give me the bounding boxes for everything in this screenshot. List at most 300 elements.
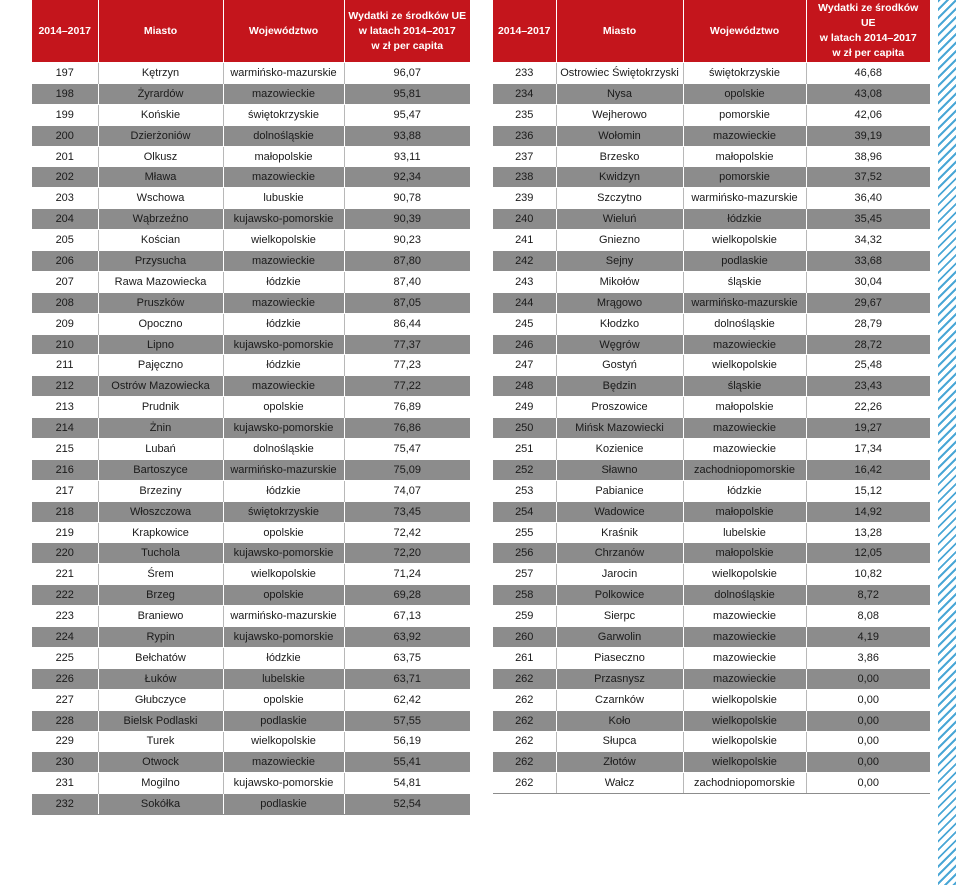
rank-cell: 262 [493, 731, 556, 752]
spending-cell: 19,27 [806, 418, 930, 439]
spending-cell: 37,52 [806, 167, 930, 188]
table-row [32, 794, 470, 815]
city-cell: Przysucha [98, 251, 223, 272]
spending-cell: 87,40 [344, 271, 470, 292]
voivodeship-cell: dolnośląskie [683, 313, 806, 334]
voivodeship-cell: małopolskie [683, 146, 806, 167]
spending-cell: 90,23 [344, 230, 470, 251]
city-cell: Łuków [98, 668, 223, 689]
rank-cell: 234 [493, 83, 556, 104]
spending-cell: 16,42 [806, 459, 930, 480]
spending-cell: 95,47 [344, 104, 470, 125]
rank-cell: 242 [493, 251, 556, 272]
rank-cell: 250 [493, 418, 556, 439]
voivodeship-cell: mazowieckie [223, 376, 344, 397]
voivodeship-cell: małopolskie [683, 543, 806, 564]
city-cell: Kwidzyn [556, 167, 683, 188]
table-row [493, 104, 930, 125]
table-row [32, 334, 470, 355]
spending-cell: 77,37 [344, 334, 470, 355]
voivodeship-cell: wielkopolskie [223, 564, 344, 585]
voivodeship-cell: opolskie [223, 522, 344, 543]
rank-cell: 221 [32, 564, 98, 585]
rank-cell: 218 [32, 501, 98, 522]
city-cell: Bielsk Podlaski [98, 710, 223, 731]
city-cell: Brzeziny [98, 480, 223, 501]
table-row [493, 459, 930, 480]
spending-cell: 8,72 [806, 585, 930, 606]
voivodeship-cell: podlaskie [223, 710, 344, 731]
spending-cell: 25,48 [806, 355, 930, 376]
table-row [493, 585, 930, 606]
table-row [493, 251, 930, 272]
voivodeship-cell: wielkopolskie [683, 355, 806, 376]
table-row [493, 292, 930, 313]
city-cell: Mława [98, 167, 223, 188]
spending-cell: 13,28 [806, 522, 930, 543]
rank-cell: 262 [493, 752, 556, 773]
rank-cell: 238 [493, 167, 556, 188]
table-row [493, 167, 930, 188]
table-row [493, 564, 930, 585]
rank-cell: 244 [493, 292, 556, 313]
voivodeship-cell: dolnośląskie [223, 125, 344, 146]
voivodeship-cell: mazowieckie [223, 292, 344, 313]
voivodeship-cell: kujawsko-pomorskie [223, 543, 344, 564]
city-cell: Przasnysz [556, 668, 683, 689]
voivodeship-cell: podlaskie [683, 251, 806, 272]
table-row [493, 773, 930, 794]
table-row [493, 710, 930, 731]
spending-cell: 0,00 [806, 752, 930, 773]
spending-cell: 39,19 [806, 125, 930, 146]
city-cell: Sierpc [556, 606, 683, 627]
city-cell: Rawa Mazowiecka [98, 271, 223, 292]
spending-cell: 30,04 [806, 271, 930, 292]
spending-cell: 29,67 [806, 292, 930, 313]
rank-cell: 216 [32, 459, 98, 480]
voivodeship-cell: opolskie [223, 397, 344, 418]
voivodeship-cell: opolskie [683, 83, 806, 104]
spending-cell: 46,68 [806, 63, 930, 84]
rank-cell: 236 [493, 125, 556, 146]
rank-cell: 260 [493, 627, 556, 648]
spending-header-line2: w latach 2014–2017 [358, 24, 456, 37]
rank-cell: 252 [493, 459, 556, 480]
voivodeship-cell: mazowieckie [683, 606, 806, 627]
table-row [493, 752, 930, 773]
table-row [32, 647, 470, 668]
spending-cell: 43,08 [806, 83, 930, 104]
spending-cell: 57,55 [344, 710, 470, 731]
voivodeship-cell: warmińsko-mazurskie [683, 188, 806, 209]
spending-cell: 87,80 [344, 251, 470, 272]
city-cell: Rypin [98, 627, 223, 648]
decorative-hatch-stripe [938, 0, 956, 885]
city-cell: Mikołów [556, 271, 683, 292]
table-row [493, 418, 930, 439]
spending-header-line3: w zł per capita [832, 47, 905, 59]
city-cell: Chrzanów [556, 543, 683, 564]
spending-cell: 33,68 [806, 251, 930, 272]
rank-cell: 203 [32, 188, 98, 209]
table-row [493, 397, 930, 418]
spending-cell: 0,00 [806, 668, 930, 689]
spending-cell: 92,34 [344, 167, 470, 188]
city-cell: Otwock [98, 752, 223, 773]
table-row [32, 63, 470, 84]
table-header-row [32, 0, 470, 63]
rank-cell: 198 [32, 83, 98, 104]
table-row [32, 564, 470, 585]
spending-cell: 73,45 [344, 501, 470, 522]
spending-cell: 67,13 [344, 606, 470, 627]
rank-cell: 199 [32, 104, 98, 125]
table-row [32, 167, 470, 188]
ranking-table-right [493, 0, 930, 794]
spending-cell: 10,82 [806, 564, 930, 585]
city-cell: Sławno [556, 459, 683, 480]
table-row [493, 313, 930, 334]
table-row [493, 501, 930, 522]
table-row [32, 585, 470, 606]
rank-cell: 261 [493, 647, 556, 668]
spending-cell: 22,26 [806, 397, 930, 418]
voivodeship-cell: mazowieckie [683, 334, 806, 355]
city-cell: Koło [556, 710, 683, 731]
rank-cell: 248 [493, 376, 556, 397]
city-cell: Lipno [98, 334, 223, 355]
table-row [493, 522, 930, 543]
voivodeship-cell: śląskie [683, 271, 806, 292]
table-row [32, 710, 470, 731]
rank-cell: 258 [493, 585, 556, 606]
voivodeship-cell: pomorskie [683, 167, 806, 188]
city-cell: Tuchola [98, 543, 223, 564]
voivodeship-cell: wielkopolskie [683, 689, 806, 710]
rank-cell: 231 [32, 773, 98, 794]
spending-cell: 28,79 [806, 313, 930, 334]
spending-cell: 0,00 [806, 689, 930, 710]
voivodeship-cell: lubelskie [223, 668, 344, 689]
voivodeship-cell: kujawsko-pomorskie [223, 209, 344, 230]
spending-header [344, 0, 470, 63]
rank-cell: 257 [493, 564, 556, 585]
table-row [493, 63, 930, 84]
table-row [32, 543, 470, 564]
city-cell: Brzesko [556, 146, 683, 167]
spending-cell: 36,40 [806, 188, 930, 209]
rank-cell: 224 [32, 627, 98, 648]
voivodeship-cell: świętokrzyskie [683, 63, 806, 84]
voivodeship-cell: kujawsko-pomorskie [223, 627, 344, 648]
voivodeship-cell: wielkopolskie [223, 230, 344, 251]
city-cell: Wieluń [556, 209, 683, 230]
city-cell: Pabianice [556, 480, 683, 501]
voivodeship-cell: łódzkie [683, 480, 806, 501]
spending-header [806, 0, 930, 63]
city-cell: Węgrów [556, 334, 683, 355]
voivodeship-cell: warmińsko-mazurskie [683, 292, 806, 313]
voivodeship-cell: mazowieckie [683, 647, 806, 668]
city-cell: Kętrzyn [98, 63, 223, 84]
voivodeship-cell: kujawsko-pomorskie [223, 334, 344, 355]
voivodeship-cell: wielkopolskie [683, 731, 806, 752]
rank-cell: 214 [32, 418, 98, 439]
city-cell: Żyrardów [98, 83, 223, 104]
spending-cell: 35,45 [806, 209, 930, 230]
city-cell: Końskie [98, 104, 223, 125]
voivodeship-cell: świętokrzyskie [223, 501, 344, 522]
voivodeship-cell: łódzkie [223, 355, 344, 376]
table-row [32, 439, 470, 460]
table-row [32, 146, 470, 167]
spending-cell: 42,06 [806, 104, 930, 125]
rank-cell: 256 [493, 543, 556, 564]
table-row [32, 522, 470, 543]
spending-cell: 86,44 [344, 313, 470, 334]
table-row [32, 418, 470, 439]
rank-cell: 204 [32, 209, 98, 230]
rank-cell: 201 [32, 146, 98, 167]
ranking-table-left [32, 0, 470, 815]
voivodeship-cell: mazowieckie [223, 752, 344, 773]
voivodeship-cell: łódzkie [223, 313, 344, 334]
rank-cell: 217 [32, 480, 98, 501]
city-cell: Ostrów Mazowiecka [98, 376, 223, 397]
spending-cell: 63,71 [344, 668, 470, 689]
spending-cell: 76,86 [344, 418, 470, 439]
table-row [493, 146, 930, 167]
voivodeship-cell: wielkopolskie [223, 731, 344, 752]
rank-cell: 207 [32, 271, 98, 292]
city-cell: Wschowa [98, 188, 223, 209]
table-row [493, 125, 930, 146]
city-cell: Mińsk Mazowiecki [556, 418, 683, 439]
spending-cell: 90,78 [344, 188, 470, 209]
spending-cell: 15,12 [806, 480, 930, 501]
voivodeship-cell: wielkopolskie [683, 710, 806, 731]
table-row [493, 480, 930, 501]
table-row [493, 606, 930, 627]
rank-cell: 262 [493, 668, 556, 689]
city-cell: Sejny [556, 251, 683, 272]
city-cell: Opoczno [98, 313, 223, 334]
voivodeship-cell: mazowieckie [223, 167, 344, 188]
city-cell: Śrem [98, 564, 223, 585]
table-body-right [493, 63, 930, 794]
rank-cell: 249 [493, 397, 556, 418]
table-body-left [32, 63, 470, 815]
rank-cell: 233 [493, 63, 556, 84]
city-cell: Czarnków [556, 689, 683, 710]
spending-cell: 71,24 [344, 564, 470, 585]
spending-cell: 96,07 [344, 63, 470, 84]
rank-cell: 245 [493, 313, 556, 334]
rank-cell: 247 [493, 355, 556, 376]
spending-cell: 4,19 [806, 627, 930, 648]
city-cell: Kościan [98, 230, 223, 251]
city-cell: Pruszków [98, 292, 223, 313]
city-cell: Bartoszyce [98, 459, 223, 480]
table-row [493, 543, 930, 564]
spending-header-line2: w latach 2014–2017 [819, 32, 917, 44]
table-row [32, 271, 470, 292]
city-cell: Polkowice [556, 585, 683, 606]
voivodeship-header: Województwo [683, 0, 806, 63]
city-cell: Kozienice [556, 439, 683, 460]
rank-cell: 227 [32, 689, 98, 710]
city-cell: Garwolin [556, 627, 683, 648]
city-cell: Pajęczno [98, 355, 223, 376]
table-row [32, 689, 470, 710]
spending-header-line1: Wydatki ze środków UE [818, 2, 919, 29]
spending-cell: 95,81 [344, 83, 470, 104]
voivodeship-cell: śląskie [683, 376, 806, 397]
table-row [493, 627, 930, 648]
rank-cell: 232 [32, 794, 98, 815]
spending-cell: 14,92 [806, 501, 930, 522]
voivodeship-cell: zachodniopomorskie [683, 459, 806, 480]
rank-cell: 253 [493, 480, 556, 501]
spending-cell: 69,28 [344, 585, 470, 606]
table-row [32, 459, 470, 480]
rank-cell: 240 [493, 209, 556, 230]
rank-cell: 229 [32, 731, 98, 752]
city-cell: Włoszczowa [98, 501, 223, 522]
table-row [493, 731, 930, 752]
rank-cell: 228 [32, 710, 98, 731]
rank-cell: 220 [32, 543, 98, 564]
voivodeship-cell: małopolskie [683, 397, 806, 418]
voivodeship-cell: łódzkie [223, 271, 344, 292]
spending-cell: 34,32 [806, 230, 930, 251]
rank-cell: 205 [32, 230, 98, 251]
rank-cell: 230 [32, 752, 98, 773]
table-row [493, 647, 930, 668]
rank-cell: 223 [32, 606, 98, 627]
city-cell: Wałcz [556, 773, 683, 794]
table-row [493, 355, 930, 376]
voivodeship-cell: mazowieckie [683, 627, 806, 648]
voivodeship-cell: mazowieckie [223, 251, 344, 272]
city-header: Miasto [98, 0, 223, 63]
spending-cell: 0,00 [806, 710, 930, 731]
voivodeship-cell: warmińsko-mazurskie [223, 459, 344, 480]
spending-cell: 55,41 [344, 752, 470, 773]
spending-cell: 0,00 [806, 773, 930, 794]
voivodeship-cell: dolnośląskie [223, 439, 344, 460]
city-cell: Wołomin [556, 125, 683, 146]
table-row [493, 439, 930, 460]
voivodeship-cell: podlaskie [223, 794, 344, 815]
city-cell: Będzin [556, 376, 683, 397]
rank-cell: 243 [493, 271, 556, 292]
city-cell: Wąbrzeźno [98, 209, 223, 230]
table-row [32, 188, 470, 209]
table-row [32, 209, 470, 230]
rank-cell: 222 [32, 585, 98, 606]
spending-cell: 75,47 [344, 439, 470, 460]
rank-cell: 262 [493, 689, 556, 710]
city-cell: Krapkowice [98, 522, 223, 543]
city-cell: Szczytno [556, 188, 683, 209]
table-row [493, 271, 930, 292]
table-row [493, 668, 930, 689]
table-row [32, 125, 470, 146]
table-row [493, 209, 930, 230]
spending-cell: 62,42 [344, 689, 470, 710]
spending-cell: 93,11 [344, 146, 470, 167]
voivodeship-cell: dolnośląskie [683, 585, 806, 606]
voivodeship-cell: małopolskie [683, 501, 806, 522]
spending-cell: 12,05 [806, 543, 930, 564]
voivodeship-cell: mazowieckie [683, 418, 806, 439]
table-row [493, 334, 930, 355]
rank-cell: 241 [493, 230, 556, 251]
spending-cell: 28,72 [806, 334, 930, 355]
voivodeship-cell: mazowieckie [683, 668, 806, 689]
voivodeship-header: Województwo [223, 0, 344, 63]
spending-header-line1: Wydatki ze środków UE [348, 9, 467, 22]
voivodeship-cell: kujawsko-pomorskie [223, 418, 344, 439]
spending-cell: 3,86 [806, 647, 930, 668]
city-cell: Gniezno [556, 230, 683, 251]
spending-cell: 75,09 [344, 459, 470, 480]
spending-cell: 54,81 [344, 773, 470, 794]
city-cell: Brzeg [98, 585, 223, 606]
table-row [32, 313, 470, 334]
voivodeship-cell: warmińsko-mazurskie [223, 63, 344, 84]
rank-cell: 254 [493, 501, 556, 522]
voivodeship-cell: kujawsko-pomorskie [223, 773, 344, 794]
rank-cell: 197 [32, 63, 98, 84]
city-cell: Kłodzko [556, 313, 683, 334]
rank-cell: 210 [32, 334, 98, 355]
rank-cell: 225 [32, 647, 98, 668]
rank-cell: 239 [493, 188, 556, 209]
voivodeship-cell: mazowieckie [683, 439, 806, 460]
voivodeship-cell: łódzkie [223, 480, 344, 501]
spending-cell: 76,89 [344, 397, 470, 418]
table-row [32, 104, 470, 125]
spending-cell: 0,00 [806, 731, 930, 752]
voivodeship-cell: opolskie [223, 689, 344, 710]
city-cell: Żnin [98, 418, 223, 439]
city-cell: Dzierżoniów [98, 125, 223, 146]
spending-cell: 56,19 [344, 731, 470, 752]
table-row [32, 773, 470, 794]
voivodeship-cell: wielkopolskie [683, 564, 806, 585]
table-row [32, 606, 470, 627]
table-row [32, 397, 470, 418]
rank-cell: 255 [493, 522, 556, 543]
spending-cell: 38,96 [806, 146, 930, 167]
voivodeship-cell: świętokrzyskie [223, 104, 344, 125]
table-row [493, 689, 930, 710]
spending-cell: 74,07 [344, 480, 470, 501]
city-cell: Ostrowiec Świętokrzyski [556, 63, 683, 84]
rank-cell: 212 [32, 376, 98, 397]
rank-cell: 209 [32, 313, 98, 334]
voivodeship-cell: lubelskie [683, 522, 806, 543]
table-row [493, 188, 930, 209]
city-cell: Głubczyce [98, 689, 223, 710]
spending-cell: 72,42 [344, 522, 470, 543]
spending-cell: 93,88 [344, 125, 470, 146]
city-cell: Gostyń [556, 355, 683, 376]
rank-cell: 200 [32, 125, 98, 146]
